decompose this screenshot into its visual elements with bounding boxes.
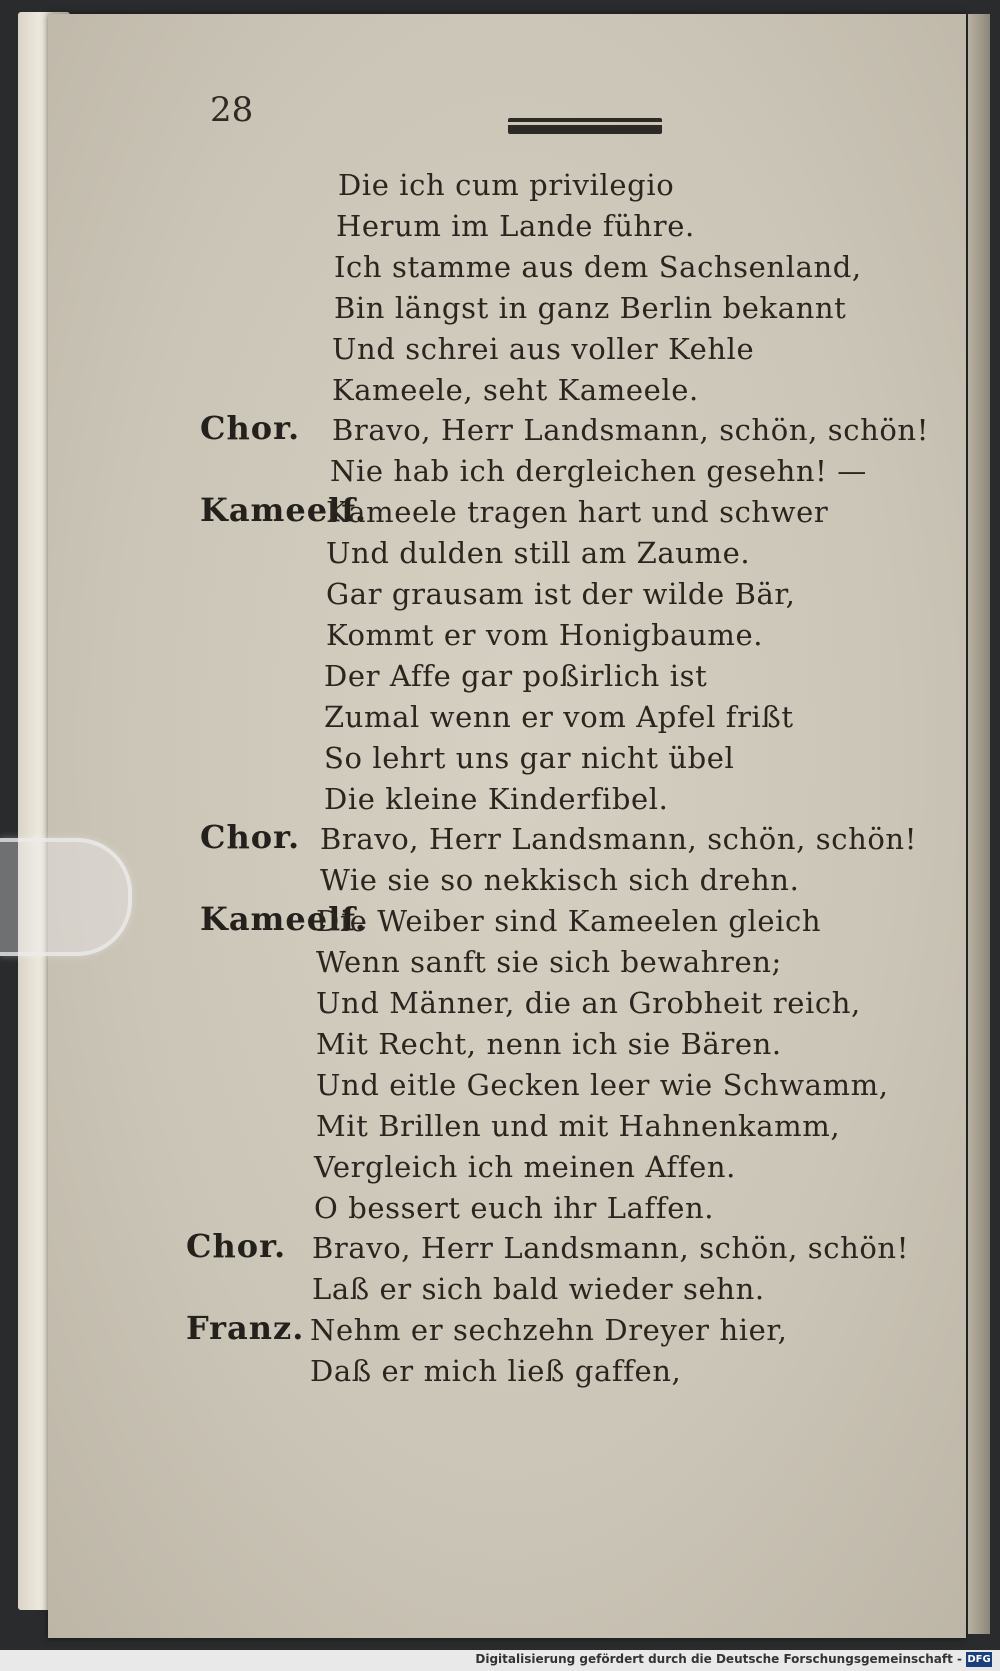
verse-line: Kommt er vom Honigbaume. [326, 617, 764, 652]
speaker-label: Kameelf. [200, 900, 368, 939]
dfg-logo: DFG [967, 1654, 991, 1665]
verse-line: Nehm er sechzehn Dreyer hier, [310, 1313, 788, 1348]
verse-line: Und dulden still am Zaume. [326, 536, 751, 571]
page-number: 28 [210, 90, 254, 130]
verse-line: Herum im Lande führe. [336, 208, 695, 243]
verse-line: Mit Brillen und mit Hahnenkamm, [316, 1108, 841, 1143]
verse-line: Zumal wenn er vom Apfel frißt [324, 699, 794, 734]
verse-line: Wenn sanft sie sich bewahren; [316, 945, 782, 980]
verse-line: So lehrt uns gar nicht übel [324, 740, 735, 775]
verse-line: Bin längst in ganz Berlin bekannt [334, 290, 847, 325]
verse-line: Mit Recht, nenn ich sie Bären. [316, 1026, 782, 1061]
verse-line: Die ich cum privilegio [338, 168, 675, 202]
verse-line: Die Weiber sind Kameelen gleich [316, 904, 822, 939]
glass-clip [0, 838, 132, 956]
verse-line: Die kleine Kinderfibel. [324, 781, 669, 816]
verse-line: Wie sie so nekkisch sich drehn. [320, 863, 800, 898]
verse-line: Gar grausam ist der wilde Bär, [326, 577, 796, 611]
speaker-label: Chor. [186, 1227, 287, 1266]
verse-line: Kameele, seht Kameele. [332, 372, 699, 407]
speaker-label: Chor. [200, 409, 301, 448]
speaker-label: Kameelf. [200, 491, 368, 530]
verse-line: Bravo, Herr Landsmann, schön, schön! [320, 822, 917, 857]
footer-credit: Digitalisierung gefördert durch die Deutsche Forschungsgemeinschaft - [475, 1652, 962, 1666]
verse-line: Bravo, Herr Landsmann, schön, schön! [312, 1231, 909, 1266]
verse-line: Bravo, Herr Landsmann, schön, schön! [332, 413, 929, 448]
verse-line: Und eitle Gecken leer wie Schwamm, [316, 1067, 889, 1102]
verse-line: Und Männer, die an Grobheit reich, [316, 986, 861, 1020]
verse-line: Der Affe gar poßirlich ist [324, 658, 708, 693]
speaker-label: Chor. [200, 818, 301, 857]
verse-line: Ich stamme aus dem Sachsenland, [334, 249, 862, 284]
verse-line: Nie hab ich dergleichen gesehn! — [330, 454, 867, 489]
verse-line: Und schrei aus voller Kehle [332, 331, 755, 366]
verse-line: O bessert euch ihr Laffen. [314, 1190, 715, 1225]
verse-line: Laß er sich bald wieder sehn. [312, 1272, 765, 1307]
verse-line: Vergleich ich meinen Affen. [314, 1149, 736, 1184]
verse-line: Daß er mich ließ gaffen, [310, 1354, 682, 1389]
speaker-label: Franz. [186, 1309, 305, 1348]
verse-line: Kameele tragen hart und schwer [326, 495, 829, 530]
